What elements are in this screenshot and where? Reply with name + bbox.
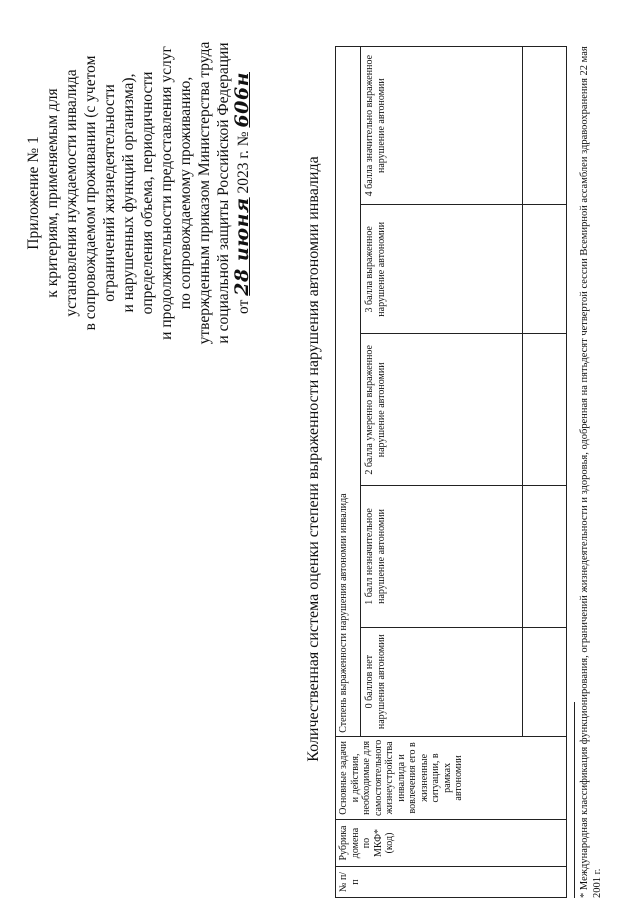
header-num: № п/п	[336, 867, 567, 898]
empty-cell	[523, 627, 567, 736]
appendix-line: в сопровождаемом проживании (с учетом	[82, 55, 99, 331]
appendix-header	[24, 13, 253, 373]
empty-cell	[523, 205, 567, 334]
footnote: * Международная классификация функционирования, ограничений жизнедеятельности и здоровья, одобренная на пятьдесят четвертой сессии Всемирной ассамблеи здравоохранения 22 мая 2001 г.	[579, 46, 603, 898]
appendix-line: и продолжительности предоставления услуг	[158, 46, 175, 340]
score-1-header: 1 балл незначительное нарушение автономии	[361, 486, 523, 627]
scoring-table	[335, 46, 567, 898]
empty-cell	[523, 47, 567, 205]
appendix-line: определения объема, периодичности	[139, 71, 156, 315]
score-3-header: 3 балла выраженное нарушение автономии	[361, 205, 523, 334]
header-degree: Степень выраженности нарушения автономии инвалида	[336, 47, 361, 737]
score-4-header: 4 балла значительно выраженное нарушение автономии	[361, 47, 523, 205]
appendix-line: и социальной защиты Российской Федерации	[215, 42, 232, 344]
appendix-line: утвержденным приказом Министерства труда	[196, 41, 213, 345]
empty-cell	[523, 486, 567, 627]
footnote-divider	[574, 702, 575, 898]
date-year: 2023 г. №	[235, 131, 252, 194]
appendix-line: по сопровождаемому проживанию,	[177, 76, 194, 310]
appendix-line: к критериям, применяемым для	[44, 88, 61, 298]
header-rubric: Рубрика домена по МКФ* (код)	[336, 820, 567, 867]
empty-cell	[523, 334, 567, 486]
header-tasks: Основные задачи и действия, необходимые для самостоятельного жизнеустройства инвалида и вовлечения его в жизненные ситуации, в рамках автономии	[336, 736, 567, 819]
appendix-line: установления нуждаемости инвалида	[63, 69, 80, 317]
score-2-header: 2 балла умеренно выраженное нарушение автономии	[361, 334, 523, 486]
score-0-header: 0 баллов нет нарушения автономии	[361, 627, 523, 736]
appendix-line: Приложение № 1	[25, 136, 42, 250]
table-header-row	[336, 47, 361, 898]
appendix-line: ограничений жизнедеятельности	[101, 84, 118, 302]
appendix-line: и нарушенных функций организма),	[120, 73, 137, 313]
order-date-line	[233, 13, 253, 373]
date-prefix: от	[235, 299, 252, 314]
handwritten-date: 28 июня	[231, 197, 253, 296]
document-title: Количественная система оценки степени выраженности нарушения автономии инвалида	[305, 156, 322, 762]
handwritten-order-number: 606н	[231, 72, 253, 128]
